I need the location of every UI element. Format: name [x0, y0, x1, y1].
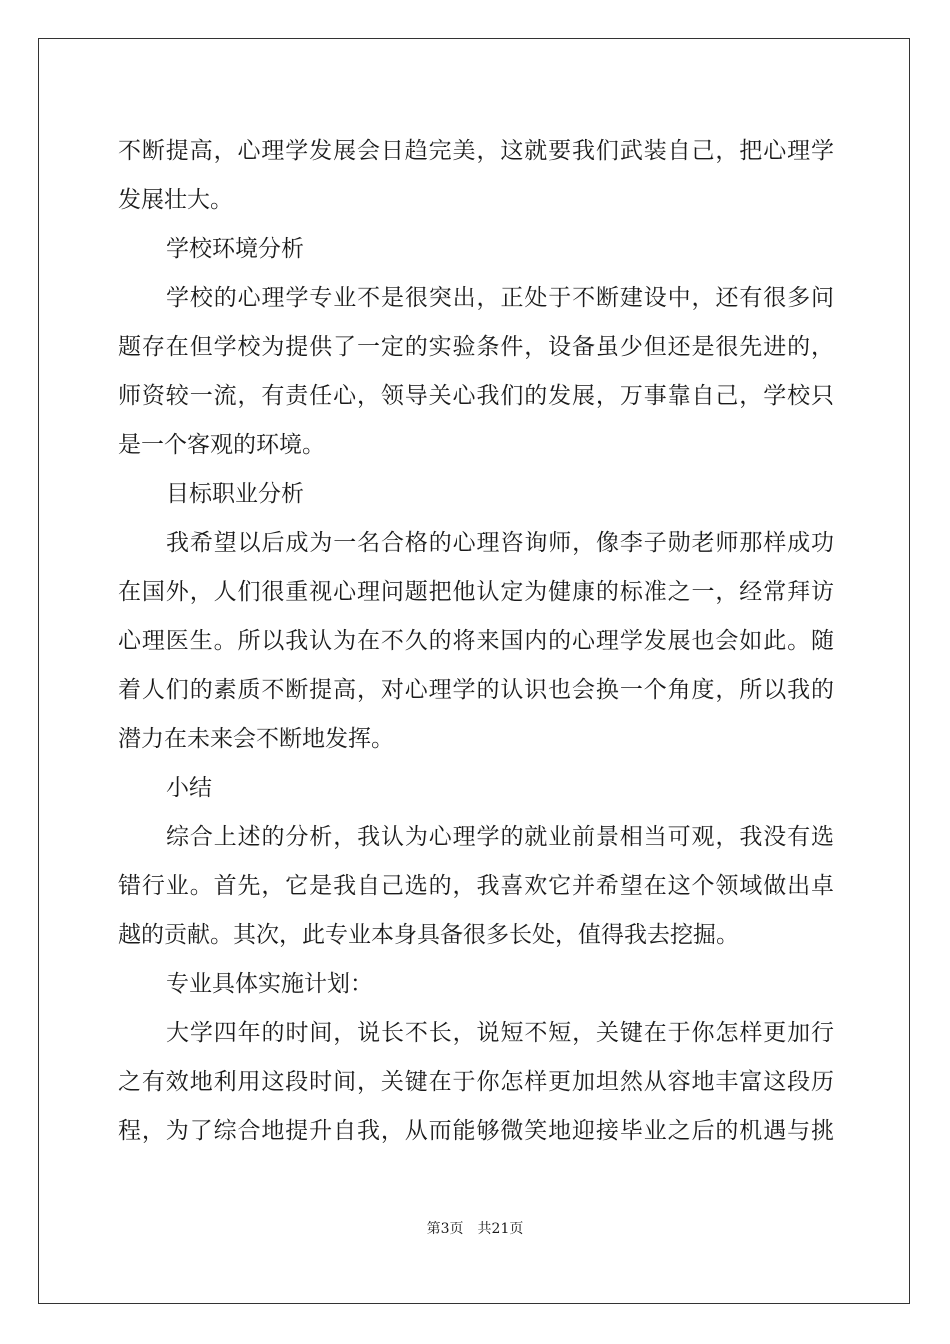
text-line: 是一个客观的环境。 — [118, 432, 325, 458]
text-line: 发展壮大。 — [118, 187, 233, 213]
document-body — [118, 127, 834, 1156]
text-line: 之有效地利用这段时间，关键在于你怎样更加坦然从容地丰富这段历 — [118, 1069, 834, 1095]
text-line: 心理医生。所以我认为在不久的将来国内的心理学发展也会如此。随 — [118, 628, 834, 654]
section-heading: 专业具体实施计划： — [166, 971, 373, 997]
text-line: 不断提高，心理学发展会日趋完美，这就要我们武装自己，把心理学 — [118, 138, 834, 164]
section-heading: 目标职业分析 — [166, 481, 304, 507]
section-heading: 学校环境分析 — [166, 236, 304, 262]
section-heading: 小结 — [166, 775, 212, 801]
text-line: 大学四年的时间，说长不长，说短不短，关键在于你怎样更加行 — [166, 1020, 834, 1046]
text-line: 程，为了综合地提升自我，从而能够微笑地迎接毕业之后的机遇与挑 — [118, 1118, 834, 1144]
text-line: 潜力在未来会不断地发挥。 — [118, 726, 394, 752]
text-line: 越的贡献。其次，此专业本身具备很多长处，值得我去挖掘。 — [118, 922, 739, 948]
text-line: 学校的心理学专业不是很突出，正处于不断建设中，还有很多问 — [166, 285, 834, 311]
page-total: 共21页 — [477, 1221, 524, 1237]
page-number: 第3页 — [426, 1221, 464, 1237]
text-line: 题存在但学校为提供了一定的实验条件，设备虽少但还是很先进的， — [118, 334, 834, 360]
text-line: 着人们的素质不断提高，对心理学的认识也会换一个角度，所以我的 — [118, 677, 834, 703]
text-line: 在国外，人们很重视心理问题把他认定为健康的标准之一，经常拜访 — [118, 579, 834, 605]
page-footer — [0, 1218, 950, 1238]
text-line: 师资较一流，有责任心，领导关心我们的发展，万事靠自己，学校只 — [118, 383, 834, 409]
text-line: 错行业。首先，它是我自己选的，我喜欢它并希望在这个领域做出卓 — [118, 873, 834, 899]
text-line: 我希望以后成为一名合格的心理咨询师，像李子勋老师那样成功 — [166, 530, 834, 556]
text-line: 综合上述的分析，我认为心理学的就业前景相当可观，我没有选 — [166, 824, 834, 850]
